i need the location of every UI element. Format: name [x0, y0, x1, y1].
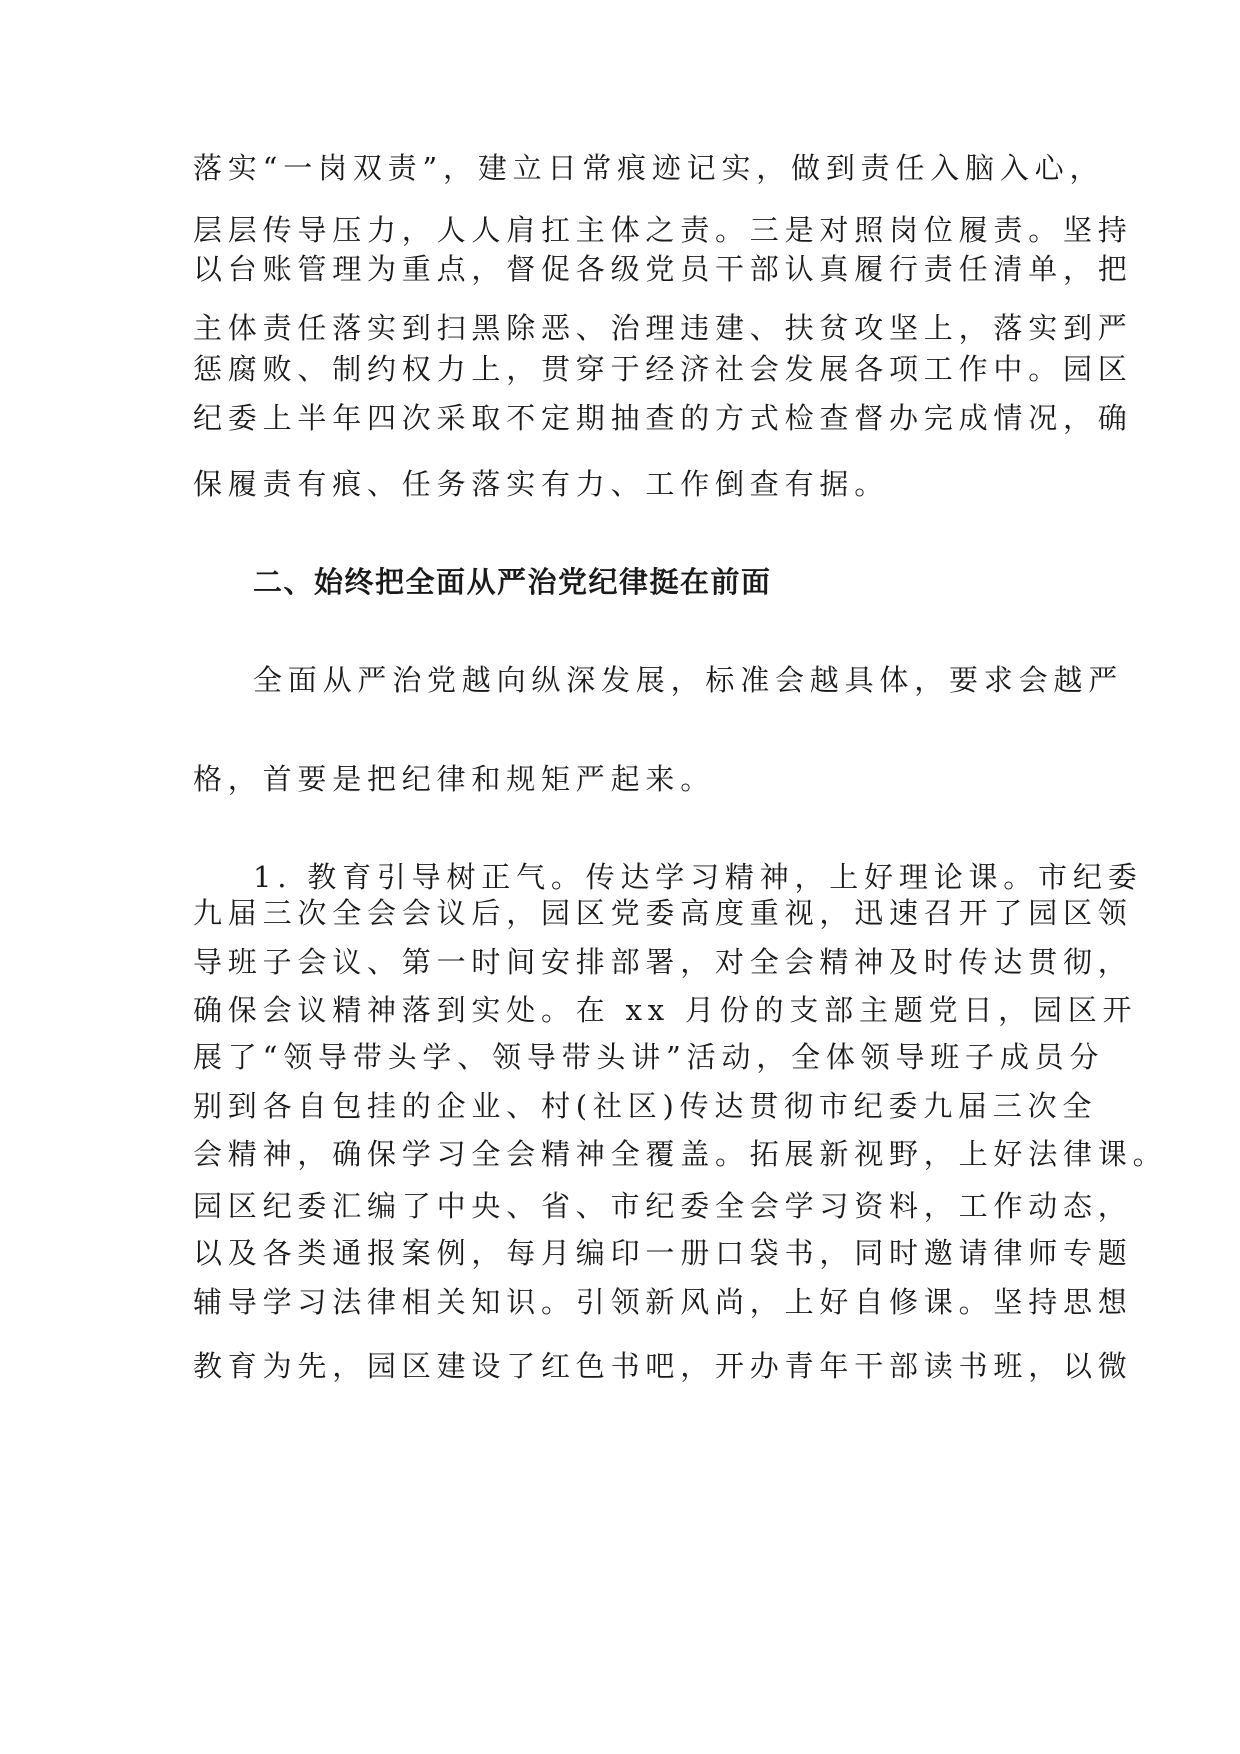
paragraph-line: 落实“一岗双责”，建立日常痕迹记实，做到责任入脑入心，	[193, 151, 1105, 185]
paragraph-line: 格，首要是把纪律和规矩严起来。	[193, 762, 716, 796]
paragraph-line: 全面从严治党越向纵深发展，标准会越具体，要求会越严	[253, 663, 1124, 697]
paragraph-line: 辅导学习法律相关知识。引领新风尚，上好自修课。坚持思想	[193, 1285, 1133, 1319]
paragraph-line: 保履责有痕、任务落实有力、工作倒查有据。	[193, 467, 890, 501]
paragraph-line: 别到各自包挂的企业、村(社区)传达贯彻市纪委九届三次全	[193, 1089, 1098, 1123]
paragraph-line: 九届三次全会会议后，园区党委高度重视，迅速召开了园区领	[193, 896, 1133, 930]
paragraph-line: 展了“领导带头学、领导带头讲”活动，全体领导班子成员分	[193, 1040, 1105, 1074]
paragraph-line: 导班子会议、第一时间安排部署，对全会精神及时传达贯彻，	[193, 945, 1133, 979]
paragraph-line: 层层传导压力，人人肩扛主体之责。三是对照岗位履责。坚持	[193, 213, 1133, 247]
paragraph-line: 以台账管理为重点，督促各级党员干部认真履行责任清单，把	[193, 252, 1133, 286]
paragraph-line: 会精神，确保学习全会精神全覆盖。拓展新视野，上好法律课。	[193, 1137, 1168, 1171]
section-heading: 二、始终把全面从严治党纪律挺在前面	[253, 565, 772, 599]
paragraph-line: 惩腐败、制约权力上，贯穿于经济社会发展各项工作中。园区	[193, 352, 1133, 386]
paragraph-line: 园区纪委汇编了中央、省、市纪委全会学习资料，工作动态，	[193, 1189, 1133, 1223]
paragraph-line: 教育为先，园区建设了红色书吧，开办青年干部读书班，以微	[193, 1349, 1133, 1383]
paragraph-line: 以及各类通报案例，每月编印一册口袋书，同时邀请律师专题	[193, 1236, 1133, 1270]
paragraph-line: 纪委上半年四次采取不定期抽查的方式检查督办完成情况，确	[193, 401, 1133, 435]
paragraph-line: 1. 教育引导树正气。传达学习精神，上好理论课。市纪委	[253, 860, 1143, 894]
paragraph-line: 确保会议精神落到实处。在 xx 月份的支部主题党日，园区开	[193, 993, 1138, 1027]
paragraph-line: 主体责任落实到扫黑除恶、治理违建、扶贫攻坚上，落实到严	[193, 311, 1133, 345]
